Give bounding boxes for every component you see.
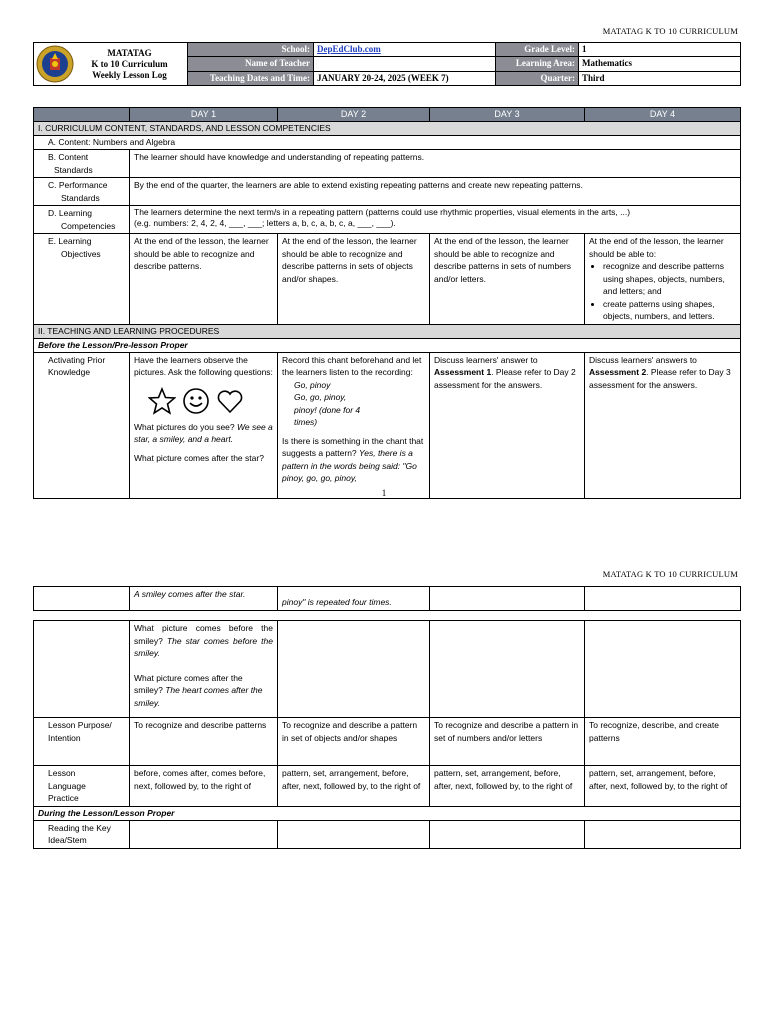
row-label: C. Performance Standards [34,178,130,206]
row-label: Lesson Purpose/ Intention [34,718,130,766]
row-label: D. Learning Competencies [34,206,130,234]
objective-day4: At the end of the lesson, the learner should be able to: • recognize and describe patterns using shapes, objects, numbers, and letters; and • create patterns using shapes, objects, numbers, and letters. [585,234,741,325]
smiley-icon [182,387,210,415]
day-header: DAY 1 [130,108,278,122]
content-row: A. Content: Numbers and Algebra [34,136,741,150]
blank-cell [430,621,585,718]
blank-cell [34,587,130,611]
section-heading: I. CURRICULUM CONTENT, STANDARDS, AND LESSON COMPETENCIES [34,122,741,136]
purpose-day1: To recognize and describe patterns [130,718,278,766]
quarter-label: Quarter: [496,71,579,85]
teacher-value [314,57,496,71]
language-day1: before, comes after, comes before, next, followed by, to the right of [130,766,278,807]
section-heading: II. TEACHING AND LEARNING PROCEDURES [34,324,741,338]
prior-knowledge-day3: Discuss learners' answer to Assessment 1. Please refer to Day 2 assessment for the answers. [430,352,585,498]
blank-cell [430,820,585,848]
competencies-text: The learners determine the next term/s in a repeating pattern (patterns could use rhythmic properties, visual elements in the arts, ...) (e.g. numbers: 2, 4, 2, 4, ___, ___; letters a, b, c, a, b, c, a, ___, ___). [130,206,741,234]
page-number: 1 [381,488,387,498]
language-day3: pattern, set, arrangement, before, after, next, followed by, to the right of [430,766,585,807]
star-icon [148,387,176,415]
dates-label: Teaching Dates and Time: [188,71,314,85]
prior-knowledge-day1: Have the learners observe the pictures. Ask the following questions: What pictures do you see? We see a star, a smiley, and a heart. What picture comes after the star? [130,352,278,498]
quarter-value: Third [579,71,741,85]
blank-cell [430,587,585,611]
dates-value: JANUARY 20-24, 2025 (WEEK 7) [314,71,496,85]
grade-value: 1 [579,43,741,57]
curriculum-header: MATATAG K TO 10 CURRICULUM [602,569,738,579]
school-value[interactable] [314,43,496,57]
school-link[interactable]: DepEdClub.com [317,44,381,54]
row-label: B. Content Standards [34,150,130,178]
row-label: Lesson Language Practice [34,766,130,807]
row-label: Reading the Key Idea/Stem [34,820,130,848]
title-cell [34,43,188,86]
performance-standards-text: By the end of the quarter, the learners are able to extend existing repeating patterns and create new repeating patterns. [130,178,741,206]
day-header: DAY 3 [430,108,585,122]
picture-set [134,379,273,421]
deped-seal-icon [36,45,74,83]
purpose-day4: To recognize, describe, and create patterns [585,718,741,766]
continuation-table [33,586,741,611]
blank-cell [278,621,430,718]
blank-cell [34,621,130,718]
language-day4: pattern, set, arrangement, before, after, next, followed by, to the right of [585,766,741,807]
row-label: E. Learning Objectives [34,234,130,325]
blank-cell [278,820,430,848]
blank-cell [585,820,741,848]
row-label: Activating Prior Knowledge [34,352,130,498]
subsection-heading: Before the Lesson/Pre-lesson Proper [34,338,741,352]
language-day2: pattern, set, arrangement, before, after, next, followed by, to the right of [278,766,430,807]
lesson-plan-table-continued [33,620,741,849]
heart-icon [216,387,244,415]
objective-day1: At the end of the lesson, the learner should be able to recognize and describe patterns. [130,234,278,325]
questions-day1: What picture comes before the smiley? The star comes before the smiley. What picture comes after the smiley? The heart comes after the smiley. [130,621,278,718]
teacher-label: Name of Teacher [188,57,314,71]
blank-cell [130,820,278,848]
purpose-day2: To recognize and describe a pattern in set of objects and/or shapes [278,718,430,766]
grade-label: Grade Level: [496,43,579,57]
day-header: DAY 2 [278,108,430,122]
purpose-day3: To recognize and describe a pattern in set of numbers and/or letters [430,718,585,766]
lesson-plan-table [33,107,741,499]
objective-day3: At the end of the lesson, the learner should be able to recognize and describe patterns in sets of numbers and/or letters. [430,234,585,325]
blank-cell [585,587,741,611]
lesson-log-title: MATATAG K to 10 Curriculum Weekly Lesson Log [91,47,168,80]
content-standards-text: The learner should have knowledge and understanding of repeating patterns. [130,150,741,178]
day-header: DAY 4 [585,108,741,122]
area-value: Mathematics [579,57,741,71]
curriculum-header: MATATAG K TO 10 CURRICULUM [602,26,738,36]
day-header-blank [34,108,130,122]
area-label: Learning Area: [496,57,579,71]
blank-cell [585,621,741,718]
lesson-info-table [33,42,741,86]
objective-day2: At the end of the lesson, the learner should be able to recognize and describe patterns in sets of objects and/or shapes. [278,234,430,325]
school-label: School: [188,43,314,57]
continued-day1: A smiley comes after the star. [130,587,278,611]
continued-day2: pinoy" is repeated four times. [278,587,430,611]
subsection-heading: During the Lesson/Lesson Proper [34,806,741,820]
prior-knowledge-day4: Discuss learners' answers to Assessment 2. Please refer to Day 3 assessment for the answers. [585,352,741,498]
prior-knowledge-day2: Record this chant beforehand and let the learners listen to the recording: Go, pinoy Go, go, pinoy, pinoy! (done for 4 times) Is there is something in the chant that suggests a pattern? Yes, there is a pattern in the words being said: "Go pinoy, go, go, pinoy, [278,352,430,498]
